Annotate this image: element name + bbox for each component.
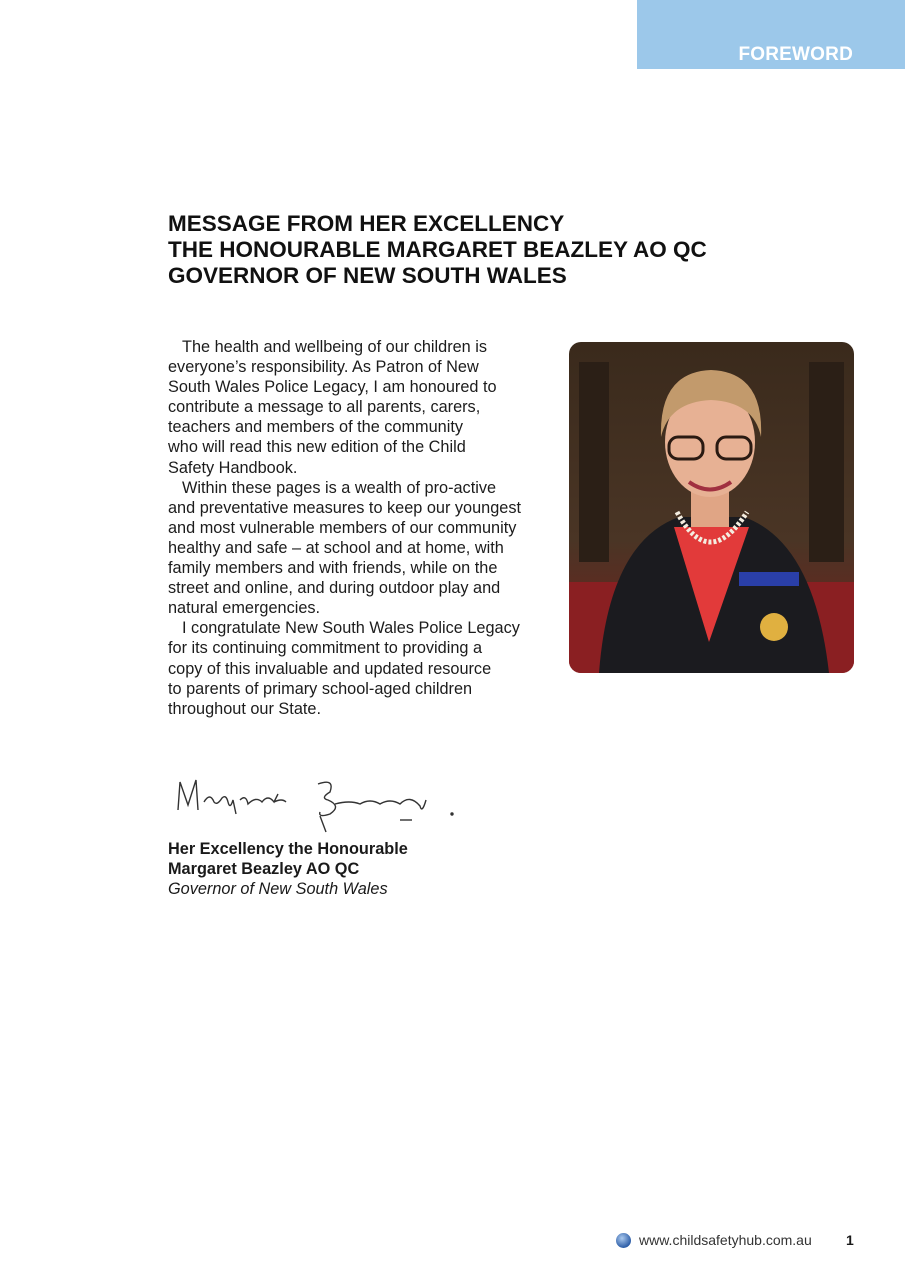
- body-line: throughout our State.: [168, 699, 321, 718]
- globe-icon: [616, 1233, 631, 1248]
- body-line: contribute a message to all parents, carers,: [168, 398, 481, 417]
- body-line: The health and wellbeing of our children is: [182, 338, 488, 356]
- body-line: copy of this invaluable and updated resource: [168, 659, 492, 678]
- signatory-role: Governor of New South Wales: [168, 880, 388, 898]
- body-line: for its continuing commitment to providing a: [168, 639, 483, 658]
- section-tab: [637, 0, 905, 69]
- body-line: to parents of primary school-aged children: [168, 679, 473, 698]
- body-line: natural emergencies.: [168, 599, 321, 618]
- title-line: GOVERNOR OF NEW SOUTH WALES: [168, 263, 567, 288]
- body-line: everyone’s responsibility. As Patron of New: [168, 358, 479, 377]
- section-tab-label: FOREWORD: [738, 44, 853, 65]
- body-line: I congratulate New South Wales Police Legacy: [182, 619, 520, 638]
- governor-portrait: [569, 342, 854, 673]
- body-line: and most vulnerable members of our community: [168, 518, 517, 537]
- title-line: THE HONOURABLE MARGARET BEAZLEY AO QC: [168, 237, 707, 262]
- page-title: [168, 211, 707, 289]
- body-line: street and online, and during outdoor play and: [168, 579, 501, 598]
- body-line: Safety Handbook.: [168, 458, 298, 477]
- body-line: who will read this new edition of the Child: [168, 438, 466, 457]
- title-line: MESSAGE FROM HER EXCELLENCY: [168, 211, 565, 236]
- signature: [170, 770, 460, 845]
- body-line: teachers and members of the community: [168, 418, 464, 437]
- page-number: 1: [846, 1232, 854, 1248]
- body-line: Within these pages is a wealth of pro-active: [182, 478, 497, 497]
- body-line: healthy and safe – at school and at home, with: [168, 538, 504, 557]
- body-line: and preventative measures to keep our youngest: [168, 498, 521, 517]
- footer-link[interactable]: [616, 1232, 812, 1248]
- body-line: South Wales Police Legacy, I am honoured to: [168, 378, 497, 397]
- signatory-line-1: Her Excellency the Honourable: [168, 840, 408, 858]
- body-line: family members and with friends, while on the: [168, 559, 498, 578]
- signatory-line-2: Margaret Beazley AO QC: [168, 860, 360, 878]
- footer-url[interactable]: www.childsafetyhub.com.au: [639, 1232, 812, 1248]
- message-body: [168, 337, 568, 719]
- signatory-block: [168, 839, 408, 899]
